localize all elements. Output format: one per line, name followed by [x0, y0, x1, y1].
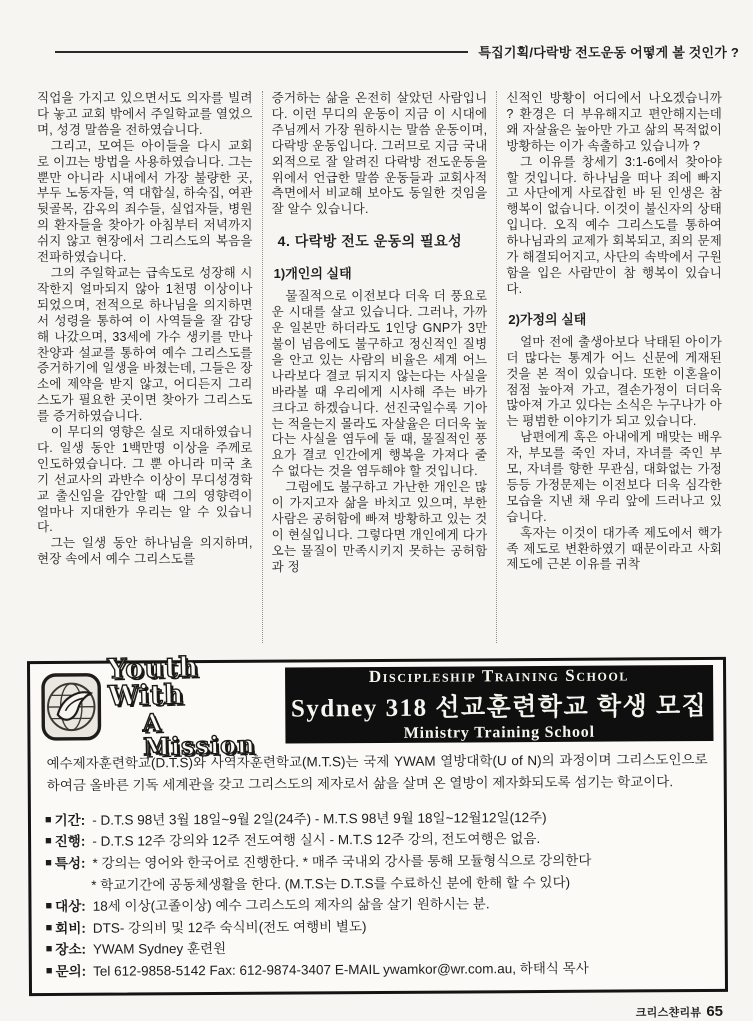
section-heading: 4. 다락방 전도 운동의 필요성: [278, 231, 488, 251]
list-item-contact: [46, 957, 711, 983]
ywam-wordmark: [107, 652, 276, 760]
magazine-name: 크리스챤리뷰: [636, 1007, 702, 1019]
subsection-heading: 1)개인의 실태: [274, 263, 488, 282]
paragraph: 그럼에도 불구하고 가난한 개인은 많이 가지고자 삶을 바치고 있으며, 부한 사람은 공허함에 빠져 방황하고 있는 것이 현실입니다. 그렇다면 개인에게 다가오는 물질이 만족시키지 못하는 공허함과 정: [272, 480, 488, 575]
paragraph: 물질적으로 이전보다 더욱 더 풍요로운 시대를 살고 있습니다. 그러나, 가까운 일본만 하더라도 1인당 GNP가 3만불이 넘음에도 불구하고 정신적인 질병을 안고 있는 사람의 비율은 세계 어느 나라보다 결코 뒤지지 않는다는 사실을 바라볼 때 우리에게 시사해 주는 바가 크다고 하겠습니다. 선진국일수록 기아는 적을는지 몰라도 자살율은 더더욱 높다는 사실을 염두에 둘 때, 물질적인 풍요가 결코 인간에게 행복을 가져다 줄 수 없다는 것을 염두해야 할 것입니다.: [272, 289, 488, 480]
paragraph: 그는 일생 동안 하나님을 의지하며, 현장 속에서 예수 그리스도를: [37, 536, 253, 568]
ad-header: [40, 665, 713, 745]
page-number: 65: [706, 1003, 723, 1020]
item-value: 18세 이상(고졸이상) 예수 그리스도의 제자의 삶을 살기 원하시는 분.: [93, 892, 711, 917]
paragraph: 그 이유를 창세기 3:1-6에서 찾아야 할 것입니다. 하나님을 떠나 죄에 빠지고 사단에게 사로잡힌 바 된 인생은 참 행복이 없습니다. 이것이 불신자의 상태입니다. 오직 예수 그리스도를 통하여 하나님과의 교제가 회복되고, 죄의 문제가 해결되어지고, 사단의 속박에서 구원함을 입은 사람만이 참 행복이 있습니다.: [506, 155, 722, 298]
item-label: 장소:: [55, 939, 86, 961]
ad-title-banner: [285, 665, 714, 744]
item-value: YWAM Sydney 훈련원: [93, 935, 711, 960]
header-rule: [55, 51, 468, 53]
square-bullet-icon: ■: [45, 896, 52, 918]
square-bullet-icon: ■: [45, 831, 52, 853]
ywam-advertisement: [27, 657, 728, 996]
paragraph: 직업을 가지고 있으면서도 의자를 빌려다 놓고 교회 밖에서 주일학교를 열었으며, 성경 말씀을 전하였습니다.: [37, 91, 253, 139]
item-label: 특성:: [55, 853, 86, 875]
item-value: Tel 612-9858-5142 Fax: 612-9874-3407 E-MAIL ywamkor@wr.com.au, 하태식 목사: [93, 957, 711, 982]
item-value-line-2: * 학교기간에 공동체생활을 한다. (M.T.S는 D.T.S를 수료하신 분에 한해 할 수 있다): [45, 871, 710, 897]
ywam-globe-dove-icon: [40, 672, 102, 742]
ad-intro-paragraph: 예수제자훈련학교(D.T.S)와 사역자훈련학교(M.T.S)는 국제 YWAM 열방대학(U of N)의 과정이며 그리스도인으로 하여금 올바른 기독 세계관을 갖고 그리스도의 제자로서 삶을 살며 온 열방이 제자화되도록 섬기는 학교이다.: [47, 749, 708, 798]
square-bullet-icon: ■: [45, 853, 52, 875]
paragraph: 남편에게 혹은 아내에게 매맞는 배우자, 부모를 죽인 자녀, 자녀를 죽인 부모, 자녀를 향한 무관심, 대화없는 가정 등등 가정문제는 이전보다 더욱 심각한 모습을 지낸 채 우리 앞에 드러나고 있습니다.: [506, 430, 722, 525]
item-label: 문의:: [55, 961, 86, 983]
item-label: 대상:: [55, 896, 86, 918]
ad-detail-list: [41, 806, 715, 983]
paragraph: 증거하는 삶을 온전히 살았던 사람입니다. 이런 무디의 운동이 지금 이 시대에 주님께서 가장 원하시는 말씀 운동이며, 다락방 운동입니다. 그러므로 지금 국내외적으로 잘 알려진 다락방 전도운동을 위에서 언급한 말씀 운동들과 교회사적 측면에서 비교해 보아도 동일한 것임을 잘 알수 있습니다.: [272, 91, 488, 218]
article-column-3: [496, 91, 731, 643]
item-label: 기간:: [55, 810, 86, 832]
item-label: 회비:: [55, 918, 86, 940]
article-body: [28, 91, 731, 643]
paragraph: 얼마 전에 출생아보다 낙태된 아이가 더 많다는 통계가 어느 신문에 게재된 것을 본 적이 있습니다. 또한 이혼율이 점점 높아져 가고, 결손가정이 더더욱 많아져 가고 있다는 소식은 누구나가 아는 평범한 이야기가 되고 있습니다.: [506, 335, 722, 430]
ywam-logo: [40, 668, 275, 745]
page-footer: [0, 994, 753, 1021]
paragraph: 혹자는 이것이 대가족 제도에서 핵가족 제도로 변환하였기 때문이라고 사회제도에 근본 이유를 귀착: [506, 526, 722, 574]
article-column-1: [28, 91, 262, 643]
wordmark-line-1: Youth With: [107, 652, 275, 710]
paragraph: 이 무디의 영향은 실로 지대하였습니다. 일생 동안 1백만명 이상을 주께로 인도하였습니다. 그 뿐 아니라 미국 초기 선교사의 과반수 이상이 무디성경학교 출신임을 감안할 때 그의 영향력이 얼마나 지대한가 우리는 알 수 있습니다.: [37, 425, 253, 536]
square-bullet-icon: ■: [46, 918, 53, 940]
item-value: - D.T.S 98년 3월 18일~9월 2일(24주) - M.T.S 98년 9월 18일~12월12일(12주): [92, 806, 710, 831]
article-column-2: [262, 91, 497, 643]
item-value: DTS- 강의비 및 12주 숙식비(전도 여행비 별도): [93, 914, 711, 939]
subsection-heading: 2)가정의 실태: [508, 309, 722, 328]
paragraph: 그리고, 모여든 아이들을 다시 교회로 이끄는 방법을 사용하였습니다. 그는 뿐만 아니라 시내에서 가장 불량한 곳, 부두 노동자들, 역 대합실, 하숙집, 여관 뒷골목, 감옥의 죄수들, 실업자들, 병원의 환자들을 찾아가 아침부터 저녁까지 쉬지 않고 현장에서 그리스도의 복음을 전파하였습니다.: [37, 139, 253, 266]
banner-subtitle: Ministry Training School: [291, 723, 707, 744]
wordmark-line-2: A Mission: [108, 708, 276, 760]
banner-school-en: Discipleship Training School: [291, 665, 707, 688]
item-label: 진행:: [55, 831, 86, 853]
item-value: - D.T.S 12주 강의와 12주 전도여행 실시 - M.T.S 12주 강의, 전도여행은 없음.: [92, 827, 710, 852]
running-head-title: 특집기획/다락방 전도운동 어떻게 볼 것인가 ?: [478, 42, 739, 61]
square-bullet-icon: ■: [45, 810, 52, 832]
running-head-bar: [0, 0, 753, 61]
item-value: * 강의는 영어와 한국어로 진행한다. * 매주 국내외 강사를 통해 모듈형식으로 강의한다: [92, 849, 710, 874]
banner-title: Sydney 318 선교훈련학교 학생 모집: [291, 686, 708, 725]
square-bullet-icon: ■: [46, 939, 53, 961]
list-item-features: [45, 849, 710, 896]
paragraph: 그의 주일학교는 급속도로 성장해 시작한지 얼마되지 않아 1천명 이상이나 되었으며, 전적으로 하나님을 의지하면서 성령을 통하여 이 사역들을 잘 감당해 나갔으며, 33세에 가수 생키를 만나 찬양과 설교를 통하여 예수 그리스도를 증거하기에 일생을 바쳤는데, 그들은 장소에 제약을 받지 않고, 어디든지 그리스도가 필요한 곳이면 찾아가 그리스도를 증거하였습니다.: [37, 266, 253, 425]
paragraph: 신적인 방황이 어디에서 나오겠습니까 ? 환경은 더 부유해지고 편안해지는데 왜 자살율은 높아만 가고 삶의 목적없이 방황하는 이가 속출하고 있습니까 ?: [506, 91, 722, 155]
square-bullet-icon: ■: [46, 961, 53, 983]
